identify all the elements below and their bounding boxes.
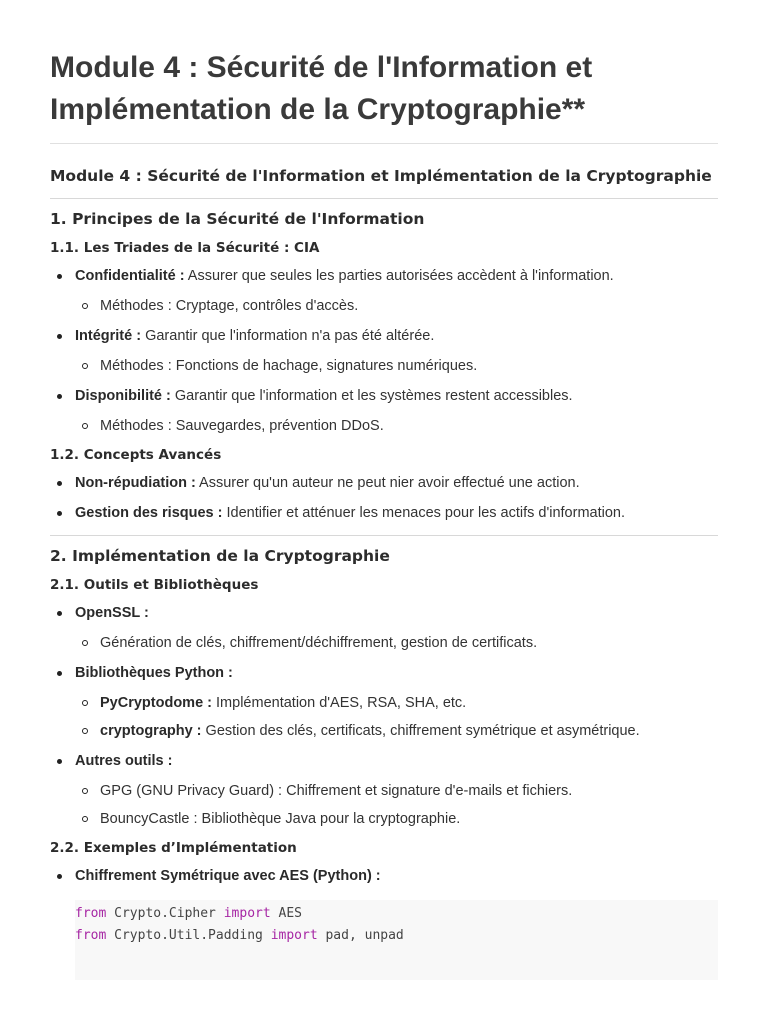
item-label: Bibliothèques Python :: [75, 665, 233, 681]
item-label: PyCryptodome :: [100, 695, 212, 711]
list-item: [50, 866, 718, 886]
code-text: Crypto.Util.Padding: [106, 928, 271, 943]
cia-list: [50, 266, 718, 436]
sub-list: [75, 693, 718, 741]
code-line: [75, 925, 718, 947]
code-line: [75, 903, 718, 925]
item-label: Autres outils :: [75, 753, 173, 769]
item-text: Assurer qu'un auteur ne peut nier avoir effectué une action.: [195, 475, 580, 491]
item-text: Assurer que seules les parties autorisées accèdent à l'information.: [184, 268, 614, 284]
sub-list: [75, 633, 718, 653]
section-1-2-heading: 1.2. Concepts Avancés: [50, 447, 222, 463]
list-item: [75, 693, 718, 713]
item-label: Disponibilité :: [75, 388, 171, 404]
list-item: [50, 386, 718, 436]
list-item: [50, 603, 718, 653]
concepts-list: [50, 473, 718, 523]
list-item: Méthodes : Fonctions de hachage, signatures numériques.: [75, 356, 718, 376]
item-label: Intégrité :: [75, 328, 142, 344]
list-item: Méthodes : Cryptage, contrôles d'accès.: [75, 296, 718, 316]
item-label: Confidentialité :: [75, 268, 185, 284]
code-text: Crypto.Cipher: [106, 906, 224, 921]
sub-list: [75, 356, 718, 376]
section-2-heading: 2. Implémentation de la Cryptographie: [50, 547, 390, 565]
item-text: Identifier et atténuer les menaces pour les actifs d'information.: [222, 505, 625, 521]
page-title: Module 4 : Sécurité de l'Information et Implémentation de la Cryptographie**: [50, 0, 718, 144]
item-text: Gestion des clés, certificats, chiffrement symétrique et asymétrique.: [201, 723, 640, 739]
code-keyword: import: [270, 928, 318, 943]
section-2-1-heading: 2.1. Outils et Bibliothèques: [50, 577, 259, 593]
list-item: [75, 721, 718, 741]
item-label: Chiffrement Symétrique avec AES (Python) :: [75, 868, 381, 884]
item-text: Implémentation d'AES, RSA, SHA, etc.: [212, 695, 467, 711]
list-item: Génération de clés, chiffrement/déchiffrement, gestion de certificats.: [75, 633, 718, 653]
module-subtitle: Module 4 : Sécurité de l'Information et Implémentation de la Cryptographie: [50, 144, 718, 199]
sub-list: [75, 416, 718, 436]
item-text: Garantir que l'information et les systèmes restent accessibles.: [170, 388, 573, 404]
item-text: Garantir que l'information n'a pas été altérée.: [141, 328, 435, 344]
code-keyword: import: [223, 906, 271, 921]
list-item: [50, 266, 718, 316]
code-keyword: from: [75, 928, 107, 943]
examples-list: [50, 866, 718, 886]
code-text: AES: [270, 906, 302, 921]
item-label: cryptography :: [100, 723, 202, 739]
code-block: [75, 900, 718, 980]
section-1-heading: 1. Principes de la Sécurité de l'Information: [50, 210, 425, 228]
sub-list: [75, 296, 718, 316]
list-item: BouncyCastle : Bibliothèque Java pour la cryptographie.: [75, 809, 718, 829]
tools-list: [50, 603, 718, 829]
section-1-1-heading: 1.1. Les Triades de la Sécurité : CIA: [50, 240, 320, 256]
list-item: [50, 663, 718, 741]
list-item: GPG (GNU Privacy Guard) : Chiffrement et signature d'e-mails et fichiers.: [75, 781, 718, 801]
list-item: [50, 503, 718, 523]
item-label: OpenSSL :: [75, 605, 149, 621]
sub-list: [75, 781, 718, 829]
list-item: Méthodes : Sauvegardes, prévention DDoS.: [75, 416, 718, 436]
code-keyword: from: [75, 906, 107, 921]
section-2-2-heading: 2.2. Exemples d’Implémentation: [50, 840, 297, 856]
item-label: Non-répudiation :: [75, 475, 196, 491]
list-item: [50, 326, 718, 376]
list-item: [50, 473, 718, 493]
code-text: pad, unpad: [317, 928, 404, 943]
list-item: [50, 751, 718, 829]
item-label: Gestion des risques :: [75, 505, 223, 521]
